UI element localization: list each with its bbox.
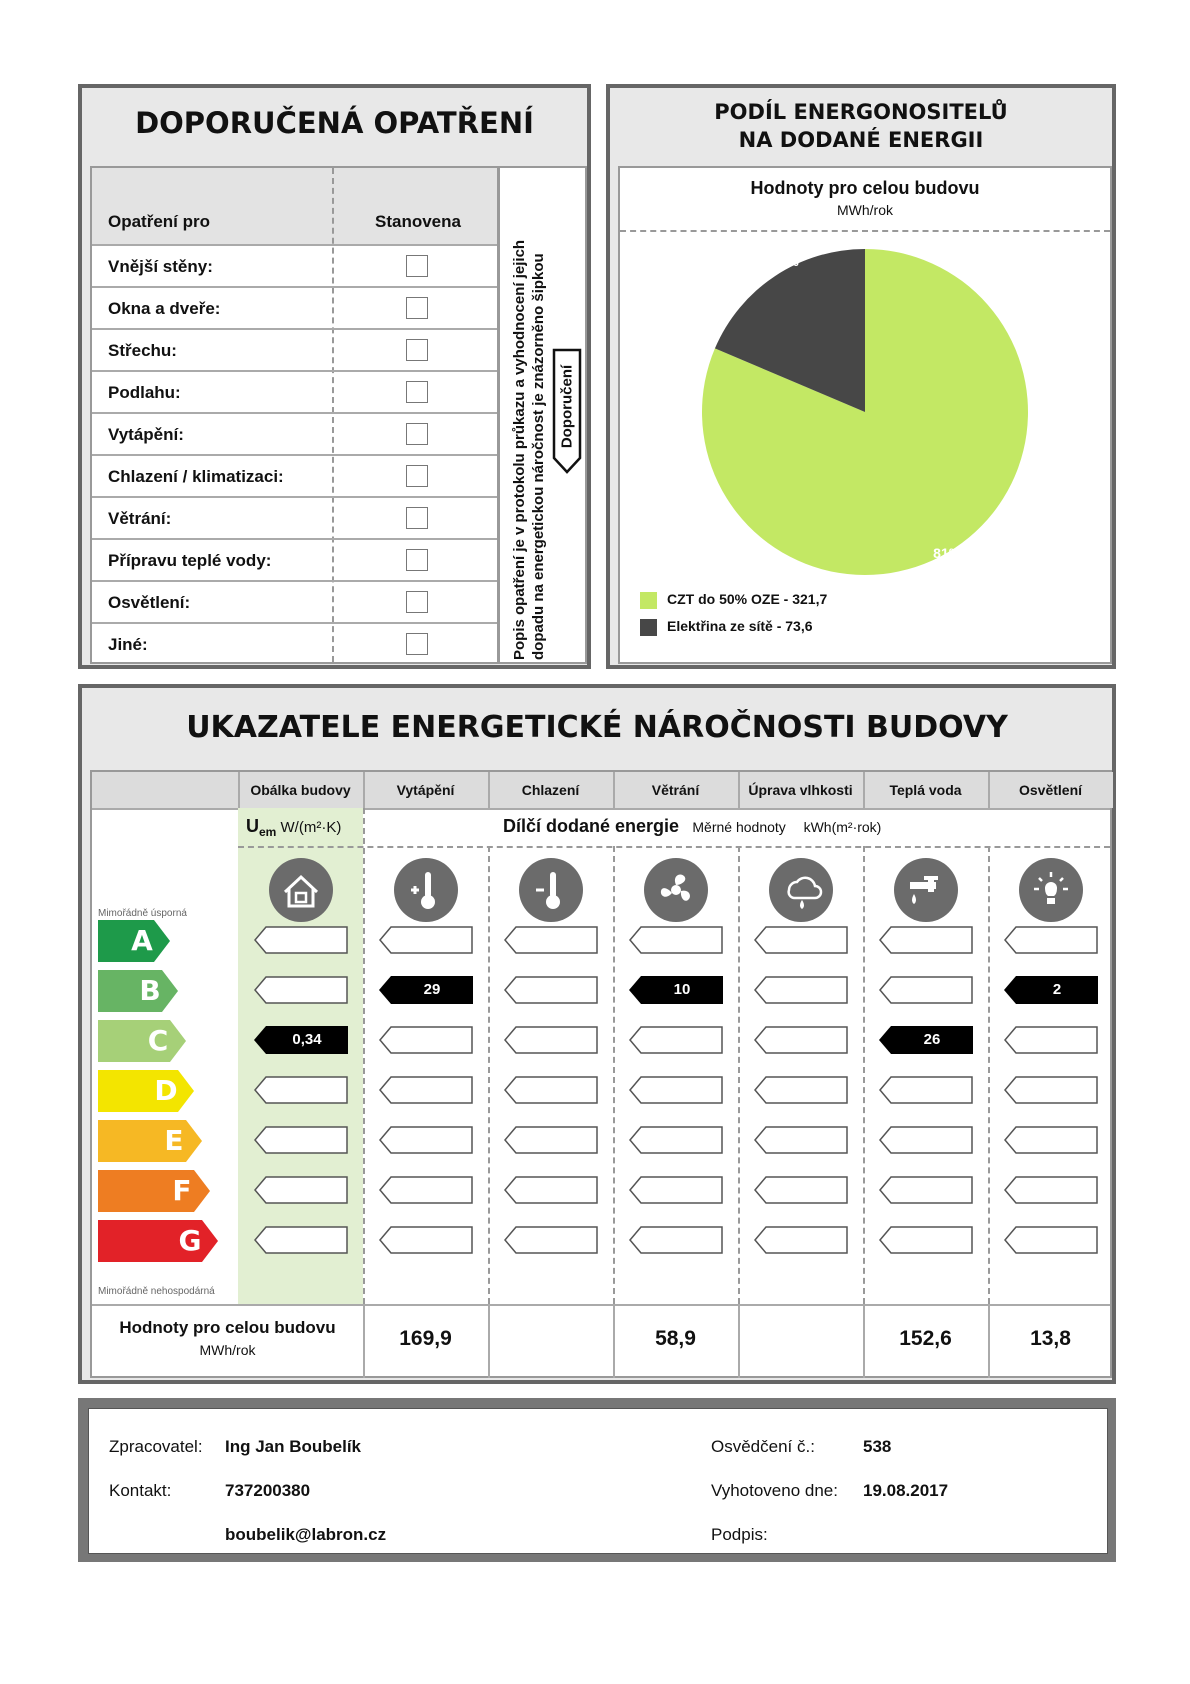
measure-row (92, 370, 497, 414)
rating-slot (754, 926, 848, 959)
measure-row-label: Osvětlení: (108, 593, 191, 612)
rating-marker-value: 2 (1052, 981, 1062, 998)
rating-slot (629, 1076, 723, 1109)
rating-slot (379, 1026, 473, 1059)
energy-class-letter: F (172, 1174, 192, 1207)
processor-value: Ing Jan Boubelík (225, 1437, 362, 1456)
thermometer-plus-icon (394, 858, 458, 922)
column-separator (363, 772, 365, 808)
indicators-grid (90, 770, 1112, 1378)
rating-slot (754, 1076, 848, 1109)
rating-slot (879, 1126, 973, 1159)
issued-value: 19.08.2017 (863, 1481, 949, 1500)
column-separator (613, 772, 615, 808)
energy-share-panel (606, 84, 1116, 669)
rating-marker-value: 10 (673, 981, 691, 998)
measure-row (92, 622, 497, 666)
rating-slot (629, 926, 723, 959)
rating-slot (254, 1176, 348, 1209)
measure-row (92, 412, 497, 456)
energy-share-title-line1: PODÍL ENERGONOSITELŮ (714, 100, 1008, 124)
energy-class-b (98, 970, 178, 1012)
column-separator (988, 772, 990, 808)
rating-slot (1004, 1126, 1098, 1159)
total-value: 13,8 (1030, 1327, 1071, 1350)
pie-slice-label: 19% (770, 252, 799, 269)
column-header: Osvětlení (988, 772, 1113, 808)
totals-label: Hodnoty pro celou budovu (119, 1318, 336, 1337)
energy-class-f (98, 1170, 210, 1212)
pie-slice-label: 81% (933, 545, 962, 562)
rating-marker (254, 1026, 348, 1059)
column-header: Úprava vlhkosti (738, 772, 863, 808)
rating-slot (879, 1176, 973, 1209)
energy-class-letter: E (164, 1124, 184, 1157)
uem-unit: W/(m²·K) (280, 819, 342, 836)
rating-slot (379, 1176, 473, 1209)
rating-slot (879, 976, 973, 1009)
column-header: Větrání (613, 772, 738, 808)
uem-symbol: U (246, 816, 259, 836)
specific-unit: kWh(m²·rok) (803, 819, 882, 835)
rating-slot (254, 976, 348, 1009)
rating-slot (629, 1226, 723, 1259)
energy-share-title-line2: NA DODANÉ ENERGII (738, 128, 984, 152)
rating-slot (504, 1076, 598, 1109)
rating-slot (254, 1076, 348, 1109)
rating-slot (504, 1126, 598, 1159)
column-header: Chlazení (488, 772, 613, 808)
rating-slot (1004, 1026, 1098, 1059)
measures-table-header (92, 168, 497, 244)
rating-slot (879, 1226, 973, 1259)
column-dash-divider (488, 846, 490, 1304)
column-dash-divider (863, 846, 865, 1304)
column-dash-divider (988, 846, 990, 1304)
energy-class-c (98, 1020, 186, 1062)
rating-slot (379, 1226, 473, 1259)
partial-energy-label (503, 816, 881, 837)
rating-marker (1004, 976, 1098, 1009)
measure-row-label: Střechu: (108, 341, 177, 360)
rating-marker-value: 29 (423, 981, 441, 998)
measure-row-label: Vnější stěny: (108, 257, 213, 276)
rating-slot (1004, 1076, 1098, 1109)
energy-class-a (98, 920, 170, 962)
totals-separator (363, 1306, 365, 1378)
measure-checkbox[interactable] (406, 549, 428, 571)
processor-info-panel (78, 1398, 1116, 1562)
rating-slot (254, 926, 348, 959)
total-value: 169,9 (399, 1327, 452, 1350)
contact-phone: 737200380 (225, 1481, 311, 1500)
contact-email: boubelik@labron.cz (225, 1525, 387, 1544)
energy-class-letter: G (178, 1224, 202, 1257)
column-header: Vytápění (363, 772, 488, 808)
measure-row-label: Větrání: (108, 509, 172, 528)
totals-row (92, 1304, 1110, 1378)
rating-slot (504, 1226, 598, 1259)
measure-row-label: Jiné: (108, 635, 148, 654)
rating-slot (504, 926, 598, 959)
rating-slot (629, 1026, 723, 1059)
column-dash-divider (613, 846, 615, 1304)
rating-slot (629, 1126, 723, 1159)
rating-slot (504, 976, 598, 1009)
best-class-note: Mimořádně úsporná (98, 908, 187, 919)
water-tap-icon (894, 858, 958, 922)
column-dash-divider (738, 846, 740, 1304)
pie-chart (620, 232, 1110, 592)
contact-label: Kontakt: (109, 1481, 172, 1500)
rating-slot (379, 1076, 473, 1109)
legend-swatch (640, 592, 657, 609)
rating-slot (254, 1126, 348, 1159)
column-header: Teplá voda (863, 772, 988, 808)
total-value (738, 1306, 863, 1372)
total-value: 152,6 (899, 1327, 952, 1350)
recommended-measures-title: DOPORUČENÁ OPATŘENÍ (135, 106, 534, 140)
issued-label: Vyhotoveno dne: (711, 1481, 838, 1500)
measure-checkbox[interactable] (406, 465, 428, 487)
legend-label: Elektřina ze sítě - 73,6 (667, 618, 813, 634)
subheader-divider (238, 846, 1110, 848)
side-note-line-2: dopadu na energetickou náročnost je znázorněno šipkou (530, 253, 547, 660)
signature-label: Podpis: (711, 1525, 768, 1544)
measure-row-label: Vytápění: (108, 425, 184, 444)
rating-slot (379, 1126, 473, 1159)
recommendation-arrow-label: Doporučení (558, 364, 576, 449)
measure-checkbox[interactable] (406, 423, 428, 445)
rating-marker-value: 26 (923, 1031, 941, 1048)
measure-row-label: Okna a dveře: (108, 299, 221, 318)
energy-class-e (98, 1120, 202, 1162)
measure-row-label: Chlazení / klimatizaci: (108, 467, 284, 486)
certificate-label: Osvědčení č.: (711, 1437, 815, 1456)
rating-slot (879, 1076, 973, 1109)
measure-checkbox[interactable] (406, 339, 428, 361)
measure-row (92, 538, 497, 582)
legend-swatch (640, 619, 657, 636)
uem-label (246, 816, 341, 837)
energy-class-d (98, 1070, 194, 1112)
measures-table (90, 166, 499, 664)
recommended-measures-panel (78, 84, 591, 669)
specific-values-label: Měrné hodnoty (692, 819, 786, 835)
rating-slot (379, 926, 473, 959)
measure-row-label: Podlahu: (108, 383, 181, 402)
rating-slot (629, 1176, 723, 1209)
totals-unit: MWh/rok (199, 1342, 256, 1358)
rating-slot (1004, 926, 1098, 959)
column-dash-divider (363, 808, 365, 1304)
measures-side-note (498, 166, 587, 664)
energy-class-letter: B (139, 974, 161, 1007)
total-value: 58,9 (655, 1327, 696, 1350)
energy-class-letter: D (154, 1074, 178, 1107)
certificate-value: 538 (863, 1437, 892, 1456)
rating-slot (754, 1026, 848, 1059)
rating-slot (504, 1176, 598, 1209)
energy-class-letter: C (147, 1024, 169, 1057)
rating-slot (254, 1226, 348, 1259)
rating-marker (879, 1026, 973, 1059)
indicators-title: UKAZATELE ENERGETICKÉ NÁROČNOSTI BUDOVY (186, 710, 1008, 745)
measure-checkbox[interactable] (406, 507, 428, 529)
chart-unit: MWh/rok (837, 202, 893, 218)
determined-col-header: Stanovena (375, 212, 461, 231)
partial-energy-title: Dílčí dodané energie (503, 816, 680, 836)
measure-row (92, 328, 497, 372)
humidity-cloud-icon (769, 858, 833, 922)
legend-label: CZT do 50% OZE - 321,7 (667, 591, 828, 607)
light-bulb-icon (1019, 858, 1083, 922)
energy-share-chart-box (618, 166, 1112, 664)
energy-class-g (98, 1220, 218, 1262)
rating-marker-value: 0,34 (292, 1031, 322, 1048)
column-separator (488, 772, 490, 808)
rating-slot (754, 1226, 848, 1259)
column-header: Obálka budovy (238, 772, 363, 808)
rating-slot (754, 976, 848, 1009)
rating-slot (1004, 1226, 1098, 1259)
measure-row (92, 496, 497, 540)
total-value (488, 1306, 613, 1372)
fan-icon (644, 858, 708, 922)
measure-checkbox[interactable] (406, 591, 428, 613)
measure-checkbox[interactable] (406, 297, 428, 319)
uem-subscript: em (259, 825, 277, 839)
rating-slot (754, 1126, 848, 1159)
chart-subtitle: Hodnoty pro celou budovu (750, 178, 980, 198)
processor-label: Zpracovatel: (109, 1437, 203, 1456)
measure-row (92, 244, 497, 288)
rating-slot (504, 1026, 598, 1059)
measure-checkbox[interactable] (406, 255, 428, 277)
column-separator (238, 772, 240, 808)
measure-checkbox[interactable] (406, 633, 428, 655)
measure-row (92, 454, 497, 498)
energy-class-letter: A (131, 924, 153, 957)
worst-class-note: Mimořádně nehospodárná (98, 1286, 215, 1297)
measure-checkbox[interactable] (406, 381, 428, 403)
measure-row (92, 286, 497, 330)
thermometer-minus-icon (519, 858, 583, 922)
rating-marker (379, 976, 473, 1009)
rating-marker (629, 976, 723, 1009)
rating-slot (754, 1176, 848, 1209)
measures-col-header: Opatření pro (108, 212, 211, 231)
rating-slot (879, 926, 973, 959)
measure-row (92, 580, 497, 624)
measure-row-label: Přípravu teplé vody: (108, 551, 272, 570)
side-note-line-1: Popis opatření je v protokolu průkazu a vyhodnocení jejich (511, 239, 528, 660)
column-separator (738, 772, 740, 808)
indicators-panel (78, 684, 1116, 1384)
rating-slot (1004, 1176, 1098, 1209)
column-separator (863, 772, 865, 808)
house-icon (269, 858, 333, 922)
